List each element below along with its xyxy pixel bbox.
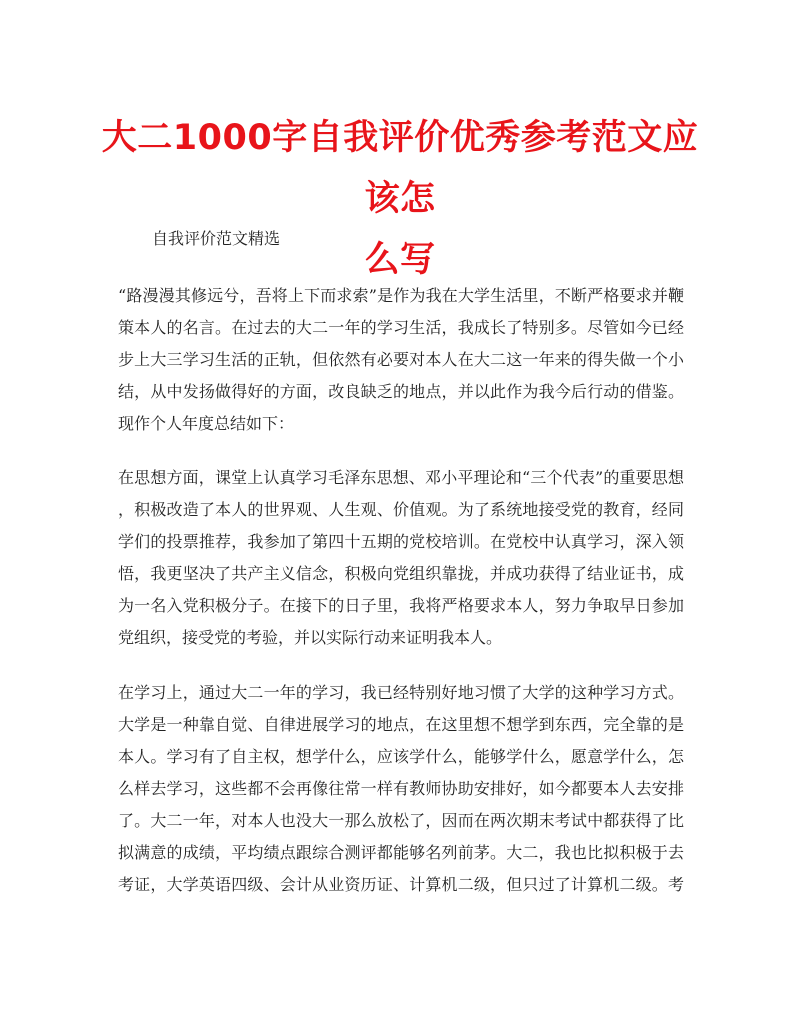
paragraph-study bbox=[118, 677, 684, 901]
paragraph-thought bbox=[118, 462, 684, 654]
paragraph-intro bbox=[118, 280, 684, 440]
document-title bbox=[100, 108, 700, 291]
paragraph-line: 结，从中发扬做得好的方面，改良缺乏的地点，并以此作为我今后行动的借鉴。 bbox=[118, 382, 684, 401]
paragraph-line: 在思想方面，课堂上认真学习毛泽东思想、邓小平理论和“三个代表”的重要思想 bbox=[118, 468, 684, 487]
paragraph-line: “路漫漫其修远兮，吾将上下而求索”是作为我在大学生活里，不断严格要求并鞭 bbox=[118, 286, 684, 305]
paragraph-line: 本人。学习有了自主权，想学什么，应该学什么，能够学什么，愿意学什么，怎 bbox=[118, 747, 684, 766]
paragraph-line: 学们的投票推荐，我参加了第四十五期的党校培训。在党校中认真学习，深入领 bbox=[118, 532, 684, 551]
paragraph-line: 了。大二一年，对本人也没大一那么放松了，因而在两次期末考试中都获得了比 bbox=[118, 811, 684, 830]
paragraph-line: ，积极改造了本人的世界观、人生观、价值观。为了系统地接受党的教育，经同 bbox=[118, 500, 684, 519]
document-subtitle: 自我评价范文精选 bbox=[152, 229, 281, 248]
paragraph-line: 拟满意的成绩，平均绩点跟综合测评都能够名列前茅。大二，我也比拟积极于去 bbox=[118, 843, 684, 862]
paragraph-line: 策本人的名言。在过去的大二一年的学习生活，我成长了特别多。尽管如今已经 bbox=[118, 318, 684, 337]
title-line-1: 大二1000字自我评价优秀参考范文应该怎 bbox=[101, 118, 699, 219]
paragraph-line: 党组织，接受党的考验，并以实际行动来证明我本人。 bbox=[118, 628, 503, 647]
paragraph-line: 悟，我更坚决了共产主义信念，积极向党组织靠拢，并成功获得了结业证书，成 bbox=[118, 564, 684, 583]
paragraph-line: 么样去学习，这些都不会再像往常一样有教师协助安排好，如今都要本人去安排 bbox=[118, 779, 684, 798]
title-line-2: 么写 bbox=[364, 240, 436, 280]
paragraph-line: 大学是一种靠自觉、自律进展学习的地点，在这里想不想学到东西，完全靠的是 bbox=[118, 715, 684, 734]
paragraph-line: 现作个人年度总结如下： bbox=[118, 414, 295, 433]
paragraph-line: 考证，大学英语四级、会计从业资历证、计算机二级，但只过了计算机二级。考 bbox=[118, 875, 684, 894]
paragraph-line: 在学习上，通过大二一年的学习，我已经特别好地习惯了大学的这种学习方式。 bbox=[118, 683, 684, 702]
paragraph-line: 步上大三学习生活的正轨，但依然有必要对本人在大二这一年来的得失做一个小 bbox=[118, 350, 684, 369]
paragraph-line: 为一名入党积极分子。在接下的日子里，我将严格要求本人，努力争取早日参加 bbox=[118, 596, 684, 615]
